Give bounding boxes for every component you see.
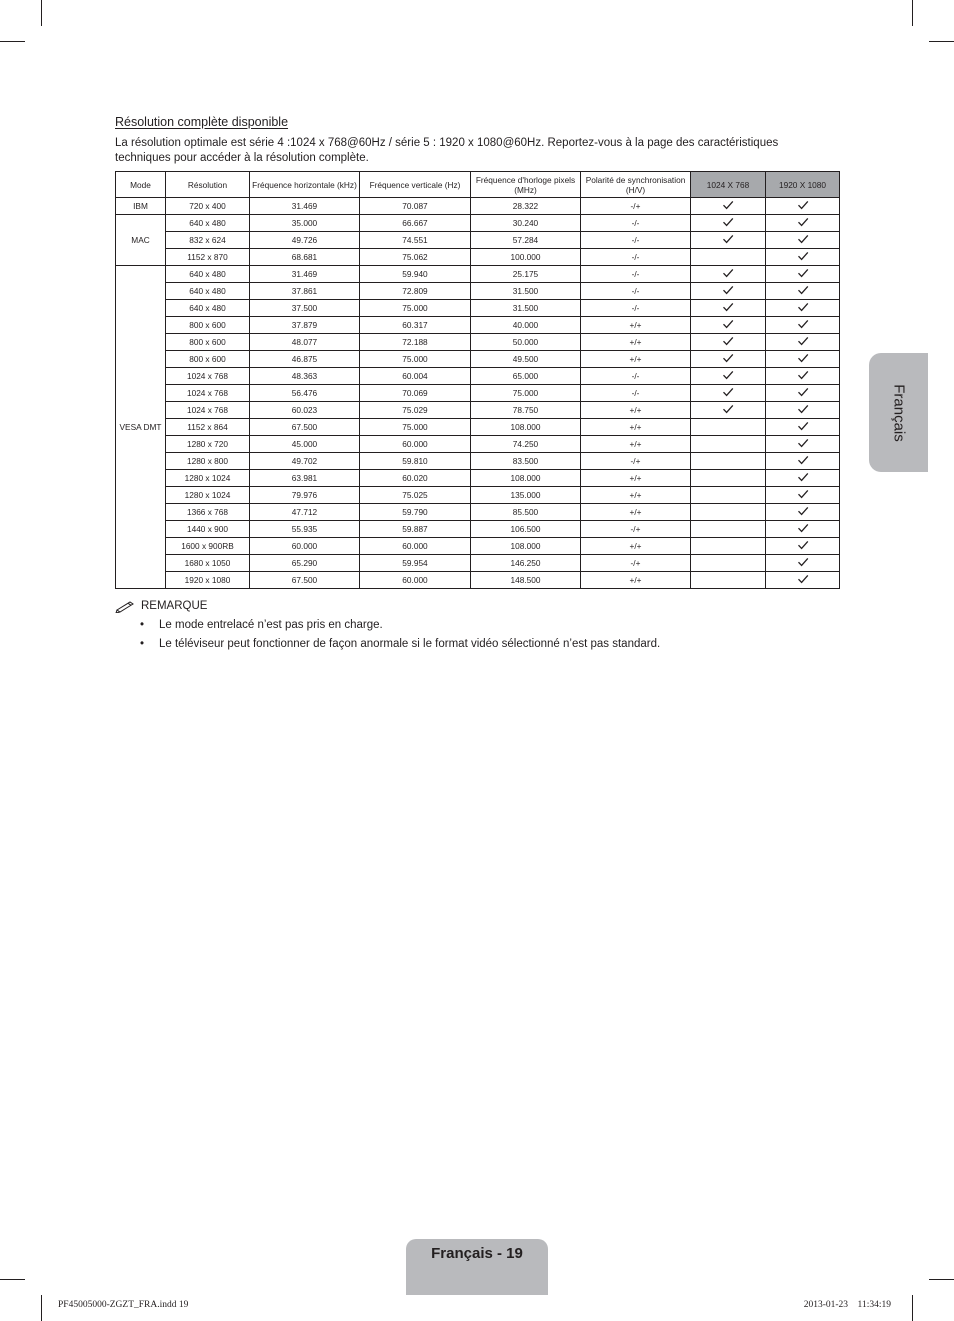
check-icon: [722, 285, 734, 295]
language-side-tab: [869, 353, 928, 472]
header-polarity: Polarité de synchronisation (H/V): [581, 172, 691, 198]
polarity-cell: -/-: [581, 232, 691, 249]
note-list: [140, 617, 660, 655]
support-1920-cell: [766, 283, 840, 300]
check-icon: [797, 455, 809, 465]
polarity-cell: -/-: [581, 300, 691, 317]
support-1920-cell: [766, 368, 840, 385]
support-1024-cell: [691, 538, 766, 555]
table-row: [116, 555, 840, 572]
resolution-cell: 1152 x 870: [166, 249, 250, 266]
check-icon: [797, 557, 809, 567]
table-header-row: [116, 172, 840, 198]
polarity-cell: +/+: [581, 317, 691, 334]
polarity-cell: -/-: [581, 385, 691, 402]
check-icon: [797, 523, 809, 533]
resolution-cell: 640 x 480: [166, 215, 250, 232]
polarity-cell: -/+: [581, 453, 691, 470]
polarity-cell: -/-: [581, 283, 691, 300]
polarity-cell: -/-: [581, 266, 691, 283]
support-1024-cell: [691, 266, 766, 283]
resolution-cell: 1024 x 768: [166, 402, 250, 419]
support-1024-cell: [691, 249, 766, 266]
pixel-clock-cell: 49.500: [471, 351, 581, 368]
header-1920x1080: 1920 X 1080: [766, 172, 840, 198]
v-freq-cell: 60.000: [360, 436, 471, 453]
support-1024-cell: [691, 351, 766, 368]
support-1024-cell: [691, 436, 766, 453]
check-icon: [722, 387, 734, 397]
resolution-cell: 1280 x 800: [166, 453, 250, 470]
support-1024-cell: [691, 215, 766, 232]
resolution-cell: 1920 x 1080: [166, 572, 250, 589]
v-freq-cell: 72.188: [360, 334, 471, 351]
support-1920-cell: [766, 419, 840, 436]
h-freq-cell: 37.879: [250, 317, 360, 334]
check-icon: [797, 387, 809, 397]
polarity-cell: +/+: [581, 419, 691, 436]
h-freq-cell: 55.935: [250, 521, 360, 538]
pixel-clock-cell: 146.250: [471, 555, 581, 572]
pixel-clock-cell: 57.284: [471, 232, 581, 249]
header-pixel-clock: Fréquence d'horloge pixels (MHz): [471, 172, 581, 198]
table-row: [116, 453, 840, 470]
support-1024-cell: [691, 555, 766, 572]
resolution-cell: 1280 x 1024: [166, 470, 250, 487]
crop-mark: [0, 41, 25, 42]
h-freq-cell: 46.875: [250, 351, 360, 368]
pixel-clock-cell: 85.500: [471, 504, 581, 521]
check-icon: [722, 336, 734, 346]
support-1024-cell: [691, 453, 766, 470]
pixel-clock-cell: 65.000: [471, 368, 581, 385]
check-icon: [722, 319, 734, 329]
support-1024-cell: [691, 368, 766, 385]
support-1920-cell: [766, 470, 840, 487]
check-icon: [722, 353, 734, 363]
h-freq-cell: 49.726: [250, 232, 360, 249]
polarity-cell: +/+: [581, 504, 691, 521]
polarity-cell: -/+: [581, 555, 691, 572]
support-1024-cell: [691, 198, 766, 215]
table-row: [116, 351, 840, 368]
pixel-clock-cell: 100.000: [471, 249, 581, 266]
resolution-cell: 1024 x 768: [166, 385, 250, 402]
check-icon: [797, 370, 809, 380]
pixel-clock-cell: 106.500: [471, 521, 581, 538]
mode-cell: VESA DMT: [116, 266, 166, 589]
resolution-cell: 640 x 480: [166, 283, 250, 300]
header-h-freq: Fréquence horizontale (kHz): [250, 172, 360, 198]
pixel-clock-cell: 50.000: [471, 334, 581, 351]
check-icon: [797, 421, 809, 431]
table-row: [116, 385, 840, 402]
h-freq-cell: 60.000: [250, 538, 360, 555]
support-1920-cell: [766, 487, 840, 504]
check-icon: [797, 336, 809, 346]
page-number-label: Français - 19: [431, 1245, 523, 1262]
check-icon: [722, 234, 734, 244]
check-icon: [797, 506, 809, 516]
resolution-cell: 640 x 480: [166, 266, 250, 283]
table-row: [116, 266, 840, 283]
v-freq-cell: 70.087: [360, 198, 471, 215]
resolution-cell: 1280 x 720: [166, 436, 250, 453]
polarity-cell: -/+: [581, 521, 691, 538]
polarity-cell: +/+: [581, 351, 691, 368]
v-freq-cell: 60.004: [360, 368, 471, 385]
resolution-cell: 1600 x 900RB: [166, 538, 250, 555]
v-freq-cell: 60.000: [360, 572, 471, 589]
support-1024-cell: [691, 402, 766, 419]
resolution-cell: 640 x 480: [166, 300, 250, 317]
check-icon: [797, 472, 809, 482]
header-resolution: Résolution: [166, 172, 250, 198]
support-1920-cell: [766, 521, 840, 538]
support-1920-cell: [766, 538, 840, 555]
h-freq-cell: 56.476: [250, 385, 360, 402]
resolution-cell: 1440 x 900: [166, 521, 250, 538]
support-1024-cell: [691, 521, 766, 538]
polarity-cell: +/+: [581, 402, 691, 419]
list-item: • Le téléviseur peut fonctionner de façon anormale si le format vidéo sélectionné n’est pas standard.: [140, 636, 660, 655]
h-freq-cell: 45.000: [250, 436, 360, 453]
crop-mark: [912, 0, 913, 26]
table-row: [116, 334, 840, 351]
table-row: [116, 419, 840, 436]
mode-cell: IBM: [116, 198, 166, 215]
resolution-cell: 832 x 624: [166, 232, 250, 249]
pixel-clock-cell: 28.322: [471, 198, 581, 215]
polarity-cell: +/+: [581, 334, 691, 351]
pixel-clock-cell: 31.500: [471, 283, 581, 300]
pencil-icon: [115, 599, 137, 613]
language-tab-label: Français: [890, 383, 907, 442]
table-row: [116, 300, 840, 317]
table-row: [116, 368, 840, 385]
support-1024-cell: [691, 283, 766, 300]
support-1920-cell: [766, 266, 840, 283]
crop-mark: [912, 1295, 913, 1321]
check-icon: [722, 302, 734, 312]
check-icon: [797, 319, 809, 329]
support-1920-cell: [766, 453, 840, 470]
support-1024-cell: [691, 419, 766, 436]
h-freq-cell: 79.976: [250, 487, 360, 504]
v-freq-cell: 59.887: [360, 521, 471, 538]
table-row: [116, 572, 840, 589]
v-freq-cell: 75.029: [360, 402, 471, 419]
h-freq-cell: 37.500: [250, 300, 360, 317]
table-row: [116, 487, 840, 504]
v-freq-cell: 70.069: [360, 385, 471, 402]
note-heading: [115, 599, 207, 613]
support-1920-cell: [766, 317, 840, 334]
polarity-cell: -/-: [581, 215, 691, 232]
check-icon: [797, 404, 809, 414]
resolution-cell: 1152 x 864: [166, 419, 250, 436]
pixel-clock-cell: 78.750: [471, 402, 581, 419]
check-icon: [722, 370, 734, 380]
table-row: [116, 436, 840, 453]
resolution-cell: 1366 x 768: [166, 504, 250, 521]
header-1024x768: 1024 X 768: [691, 172, 766, 198]
check-icon: [797, 217, 809, 227]
support-1920-cell: [766, 351, 840, 368]
check-icon: [797, 285, 809, 295]
polarity-cell: +/+: [581, 487, 691, 504]
v-freq-cell: 72.809: [360, 283, 471, 300]
polarity-cell: +/+: [581, 436, 691, 453]
support-1024-cell: [691, 232, 766, 249]
table-row: [116, 283, 840, 300]
support-1024-cell: [691, 487, 766, 504]
v-freq-cell: 59.954: [360, 555, 471, 572]
table-row: [116, 538, 840, 555]
support-1024-cell: [691, 470, 766, 487]
h-freq-cell: 67.500: [250, 572, 360, 589]
resolution-cell: 1024 x 768: [166, 368, 250, 385]
crop-mark: [41, 1295, 42, 1321]
v-freq-cell: 75.000: [360, 351, 471, 368]
support-1920-cell: [766, 249, 840, 266]
pixel-clock-cell: 108.000: [471, 470, 581, 487]
h-freq-cell: 63.981: [250, 470, 360, 487]
check-icon: [797, 489, 809, 499]
v-freq-cell: 60.020: [360, 470, 471, 487]
h-freq-cell: 47.712: [250, 504, 360, 521]
polarity-cell: +/+: [581, 538, 691, 555]
table-row: [116, 317, 840, 334]
support-1920-cell: [766, 385, 840, 402]
support-1920-cell: [766, 402, 840, 419]
support-1024-cell: [691, 300, 766, 317]
table-row: [116, 470, 840, 487]
resolution-cell: 800 x 600: [166, 351, 250, 368]
h-freq-cell: 37.861: [250, 283, 360, 300]
pixel-clock-cell: 30.240: [471, 215, 581, 232]
support-1024-cell: [691, 572, 766, 589]
check-icon: [722, 217, 734, 227]
pixel-clock-cell: 135.000: [471, 487, 581, 504]
check-icon: [797, 438, 809, 448]
resolution-cell: 1680 x 1050: [166, 555, 250, 572]
crop-mark: [41, 0, 42, 26]
pixel-clock-cell: 108.000: [471, 419, 581, 436]
h-freq-cell: 65.290: [250, 555, 360, 572]
footer-file-info: PF45005000-ZGZT_FRA.indd 19: [58, 1300, 189, 1310]
check-icon: [797, 574, 809, 584]
h-freq-cell: 67.500: [250, 419, 360, 436]
support-1920-cell: [766, 572, 840, 589]
check-icon: [797, 540, 809, 550]
support-1920-cell: [766, 300, 840, 317]
v-freq-cell: 75.000: [360, 419, 471, 436]
table-row: [116, 215, 840, 232]
v-freq-cell: 74.551: [360, 232, 471, 249]
check-icon: [797, 234, 809, 244]
support-1920-cell: [766, 555, 840, 572]
check-icon: [722, 404, 734, 414]
table-row: [116, 249, 840, 266]
v-freq-cell: 59.790: [360, 504, 471, 521]
polarity-cell: -/+: [581, 198, 691, 215]
footer-timestamp: 2013-01-23 11:34:19: [803, 1300, 891, 1310]
crop-mark: [0, 1279, 25, 1280]
h-freq-cell: 48.363: [250, 368, 360, 385]
list-item: • Le mode entrelacé n’est pas pris en charge.: [140, 617, 660, 636]
resolution-cell: 720 x 400: [166, 198, 250, 215]
section-title: Résolution complète disponible: [115, 115, 289, 129]
pixel-clock-cell: 75.000: [471, 385, 581, 402]
pixel-clock-cell: 108.000: [471, 538, 581, 555]
check-icon: [797, 251, 809, 261]
polarity-cell: +/+: [581, 572, 691, 589]
check-icon: [722, 200, 734, 210]
pixel-clock-cell: 148.500: [471, 572, 581, 589]
polarity-cell: -/-: [581, 368, 691, 385]
crop-mark: [929, 41, 954, 42]
h-freq-cell: 31.469: [250, 266, 360, 283]
crop-mark: [929, 1279, 954, 1280]
resolution-cell: 1280 x 1024: [166, 487, 250, 504]
pixel-clock-cell: 74.250: [471, 436, 581, 453]
page-number-tab: [406, 1239, 548, 1295]
table-row: [116, 198, 840, 215]
check-icon: [797, 353, 809, 363]
v-freq-cell: 75.000: [360, 300, 471, 317]
h-freq-cell: 35.000: [250, 215, 360, 232]
support-1920-cell: [766, 215, 840, 232]
resolution-cell: 800 x 600: [166, 317, 250, 334]
mode-cell: MAC: [116, 215, 166, 266]
v-freq-cell: 66.667: [360, 215, 471, 232]
intro-paragraph: La résolution optimale est série 4 :1024 x 768@60Hz / série 5 : 1920 x 1080@60Hz. Reportez-vous à la page des caractéristiques techniques pour accéder à la résolution complète.: [115, 137, 779, 164]
resolution-cell: 800 x 600: [166, 334, 250, 351]
support-1024-cell: [691, 504, 766, 521]
check-icon: [797, 268, 809, 278]
note-title: REMARQUE: [141, 600, 208, 612]
pixel-clock-cell: 40.000: [471, 317, 581, 334]
h-freq-cell: 48.077: [250, 334, 360, 351]
table-row: [116, 402, 840, 419]
v-freq-cell: 60.000: [360, 538, 471, 555]
h-freq-cell: 60.023: [250, 402, 360, 419]
header-mode: Mode: [116, 172, 166, 198]
v-freq-cell: 75.062: [360, 249, 471, 266]
check-icon: [722, 268, 734, 278]
polarity-cell: -/-: [581, 249, 691, 266]
v-freq-cell: 75.025: [360, 487, 471, 504]
v-freq-cell: 60.317: [360, 317, 471, 334]
v-freq-cell: 59.810: [360, 453, 471, 470]
pixel-clock-cell: 25.175: [471, 266, 581, 283]
support-1920-cell: [766, 232, 840, 249]
v-freq-cell: 59.940: [360, 266, 471, 283]
support-1920-cell: [766, 436, 840, 453]
support-1024-cell: [691, 334, 766, 351]
support-1024-cell: [691, 385, 766, 402]
check-icon: [797, 302, 809, 312]
h-freq-cell: 49.702: [250, 453, 360, 470]
polarity-cell: +/+: [581, 470, 691, 487]
table-row: [116, 232, 840, 249]
table-row: [116, 521, 840, 538]
pixel-clock-cell: 83.500: [471, 453, 581, 470]
table-row: [116, 504, 840, 521]
pixel-clock-cell: 31.500: [471, 300, 581, 317]
support-1024-cell: [691, 317, 766, 334]
header-v-freq: Fréquence verticale (Hz): [360, 172, 471, 198]
support-1920-cell: [766, 334, 840, 351]
check-icon: [797, 200, 809, 210]
h-freq-cell: 68.681: [250, 249, 360, 266]
support-1920-cell: [766, 504, 840, 521]
h-freq-cell: 31.469: [250, 198, 360, 215]
support-1920-cell: [766, 198, 840, 215]
resolution-table: [115, 171, 840, 589]
